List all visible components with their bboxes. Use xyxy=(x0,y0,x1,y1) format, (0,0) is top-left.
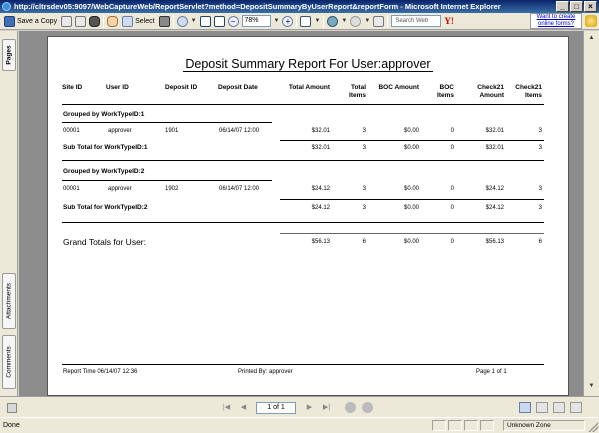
tab-pages[interactable]: Pages xyxy=(2,39,16,71)
toolbar-separator xyxy=(173,15,174,28)
group-heading: Grouped by WorkTypeID:1 xyxy=(63,111,145,118)
table-cell: 1902 xyxy=(165,186,179,192)
footer-rule xyxy=(62,364,544,365)
group-rule xyxy=(62,180,272,181)
toolbar-separator xyxy=(296,15,297,28)
column-header-total-items: Total Items xyxy=(349,84,366,99)
hand-tool-icon[interactable] xyxy=(107,16,118,27)
select-cursor-icon xyxy=(122,16,133,27)
maximize-button[interactable]: □ xyxy=(570,1,583,12)
window-controls xyxy=(556,1,597,12)
column-header-boc-items: BOC Items xyxy=(437,84,454,99)
status-bar xyxy=(0,417,599,433)
subtotal-cell: $24.12 xyxy=(485,205,504,211)
grand-total-rule xyxy=(280,233,544,234)
column-header-boc-amount: BOC Amount xyxy=(378,84,419,91)
chevron-down-icon[interactable]: ▼ xyxy=(273,18,280,24)
minimize-button[interactable]: _ xyxy=(556,1,569,12)
table-cell: 3 xyxy=(362,128,366,134)
save-copy-label: Save a Copy xyxy=(17,17,58,25)
table-cell: 3 xyxy=(362,186,366,192)
grand-total-cell: 0 xyxy=(450,239,454,245)
security-zone: Unknown Zone xyxy=(503,420,585,431)
yahoo-search-icon[interactable]: Y! xyxy=(444,16,454,26)
grand-total-cell: 6 xyxy=(362,239,366,245)
table-cell: $24.12 xyxy=(485,186,504,192)
rotate-icon[interactable] xyxy=(350,16,361,27)
scroll-down-icon[interactable]: ▼ xyxy=(588,383,595,389)
sign-icon[interactable] xyxy=(327,16,338,27)
column-header-check21-items: Check21 Items xyxy=(515,84,542,99)
table-cell: 0 xyxy=(450,128,454,134)
group-end-rule xyxy=(62,160,544,161)
subtotal-cell: $0.00 xyxy=(403,205,419,211)
table-cell: 1901 xyxy=(165,128,179,134)
grand-total-cell: 6 xyxy=(538,239,542,245)
chevron-down-icon[interactable]: ▼ xyxy=(341,18,348,24)
select-label: Select xyxy=(135,17,155,25)
next-view-icon[interactable] xyxy=(362,402,373,413)
subtotal-cell: 0 xyxy=(450,145,454,151)
table-cell: $0.00 xyxy=(403,128,419,134)
table-cell: 06/14/07 12:00 xyxy=(219,128,260,134)
select-tool-button[interactable] xyxy=(121,14,155,28)
grand-total-cell: $56.13 xyxy=(485,239,504,245)
search-web-input[interactable]: Search Web xyxy=(391,15,441,27)
table-cell: $32.01 xyxy=(311,128,330,134)
document-icon[interactable] xyxy=(7,403,17,413)
table-cell: 3 xyxy=(538,186,542,192)
window-title: http://cltrsdev05:9097/WebCaptureWeb/ReportServlet?method=DepositSummaryByUserReport&reportForm - Microsoft Internet Explorer xyxy=(14,2,501,11)
subtotal-label: Sub Total for WorkTypeID:1 xyxy=(63,144,148,151)
subtotal-cell: $0.00 xyxy=(403,145,419,151)
zoom-out-icon[interactable]: − xyxy=(228,16,239,27)
create-forms-link[interactable]: Want to create online forms? xyxy=(530,13,582,29)
table-cell: 00001 xyxy=(63,186,80,192)
toolbar-separator xyxy=(103,15,104,28)
previous-view-icon[interactable] xyxy=(345,402,356,413)
find-icon[interactable] xyxy=(89,16,100,27)
group-heading: Grouped by WorkTypeID:2 xyxy=(63,168,145,175)
table-cell: 3 xyxy=(538,128,542,134)
group-rule xyxy=(62,122,272,123)
subtotal-cell: 3 xyxy=(362,205,366,211)
subtotal-cell: $24.12 xyxy=(311,205,330,211)
scroll-up-icon[interactable]: ▲ xyxy=(588,35,595,41)
table-cell: 00001 xyxy=(63,128,80,134)
grand-total-cell: $56.13 xyxy=(311,239,330,245)
report-title: Deposit Summary Report For User:approver xyxy=(185,57,431,71)
chevron-down-icon[interactable]: ▼ xyxy=(314,18,321,24)
table-cell: $32.01 xyxy=(485,128,504,134)
table-cell: $24.12 xyxy=(311,186,330,192)
save-copy-button[interactable] xyxy=(3,14,58,28)
tab-comments[interactable]: Comments xyxy=(2,335,16,389)
subtotal-cell: 3 xyxy=(362,145,366,151)
subtotal-cell: 3 xyxy=(538,145,542,151)
continuous-layout-icon[interactable] xyxy=(536,402,548,413)
email-icon[interactable] xyxy=(75,16,86,27)
page-number: Page 1 of 1 xyxy=(476,369,507,375)
tab-attachments[interactable]: Attachments xyxy=(2,273,16,329)
document-viewport[interactable] xyxy=(19,31,583,396)
status-panels xyxy=(432,420,494,431)
grand-total-cell: $0.00 xyxy=(403,239,419,245)
subtotal-cell: 3 xyxy=(538,205,542,211)
column-header-check21-amount: Check21 Amount xyxy=(477,84,504,99)
page-number-input[interactable]: 1 of 1 xyxy=(256,402,296,414)
close-button[interactable]: × xyxy=(584,1,597,12)
last-page-icon[interactable]: ▶| xyxy=(322,404,331,411)
column-header-deposit-id: Deposit ID xyxy=(165,84,198,91)
status-text: Done xyxy=(3,422,20,429)
table-cell: 06/14/07 12:00 xyxy=(219,186,260,192)
column-header-total-amount: Total Amount xyxy=(288,84,330,91)
print-icon[interactable] xyxy=(61,16,72,27)
column-header-site-id: Site ID xyxy=(62,84,83,91)
fit-width-icon[interactable] xyxy=(214,16,225,27)
group-end-rule xyxy=(62,222,544,223)
vertical-scrollbar[interactable] xyxy=(583,31,599,396)
window-title-bar[interactable] xyxy=(0,0,599,13)
acrobat-toolbar xyxy=(0,13,599,30)
chevron-down-icon[interactable]: ▼ xyxy=(190,18,197,24)
single-page-layout-icon[interactable] xyxy=(519,402,531,413)
report-page xyxy=(47,36,569,396)
table-cell: $0.00 xyxy=(403,186,419,192)
chevron-down-icon[interactable]: ▼ xyxy=(364,18,371,24)
continuous-facing-layout-icon[interactable] xyxy=(570,402,582,413)
navigation-panel xyxy=(0,31,18,396)
snapshot-icon[interactable] xyxy=(159,16,170,27)
zoom-tool-icon[interactable] xyxy=(177,16,188,27)
zoom-level-input[interactable]: 78% xyxy=(242,15,271,27)
subtotal-label: Sub Total for WorkTypeID:2 xyxy=(63,204,148,211)
next-page-icon[interactable]: ▶ xyxy=(306,404,313,411)
previous-page-icon[interactable]: ◀ xyxy=(240,404,247,411)
report-time: Report Time 06/14/07 12:36 xyxy=(63,369,138,375)
toolbar-separator xyxy=(387,15,388,28)
table-cell: approver xyxy=(108,128,132,134)
zoom-in-icon[interactable]: + xyxy=(282,16,293,27)
table-cell: approver xyxy=(108,186,132,192)
subtotal-rule xyxy=(280,199,544,200)
fit-page-icon[interactable] xyxy=(200,16,211,27)
facing-layout-icon[interactable] xyxy=(553,402,565,413)
page-navigation-bar xyxy=(0,396,599,417)
save-icon xyxy=(4,16,15,27)
first-page-icon[interactable]: |◀ xyxy=(222,404,231,411)
column-header-deposit-date: Deposit Date xyxy=(218,84,258,91)
subtotal-cell: 0 xyxy=(450,205,454,211)
table-cell: 0 xyxy=(450,186,454,192)
header-rule xyxy=(62,104,544,105)
column-header-user-id: User ID xyxy=(106,84,129,91)
resize-grip-icon[interactable] xyxy=(588,422,598,432)
page-layout-icon[interactable] xyxy=(300,16,311,27)
printed-by: Printed By: approver xyxy=(238,369,293,375)
adobe-acrobat-icon xyxy=(585,15,597,27)
subtotal-cell: $32.01 xyxy=(485,145,504,151)
toolbar-separator xyxy=(323,15,324,28)
grand-total-label: Grand Totals for User: xyxy=(63,237,146,247)
ie-icon xyxy=(2,2,11,11)
subtotal-cell: $32.01 xyxy=(311,145,330,151)
help-icon[interactable] xyxy=(373,16,384,27)
subtotal-rule xyxy=(280,140,544,141)
